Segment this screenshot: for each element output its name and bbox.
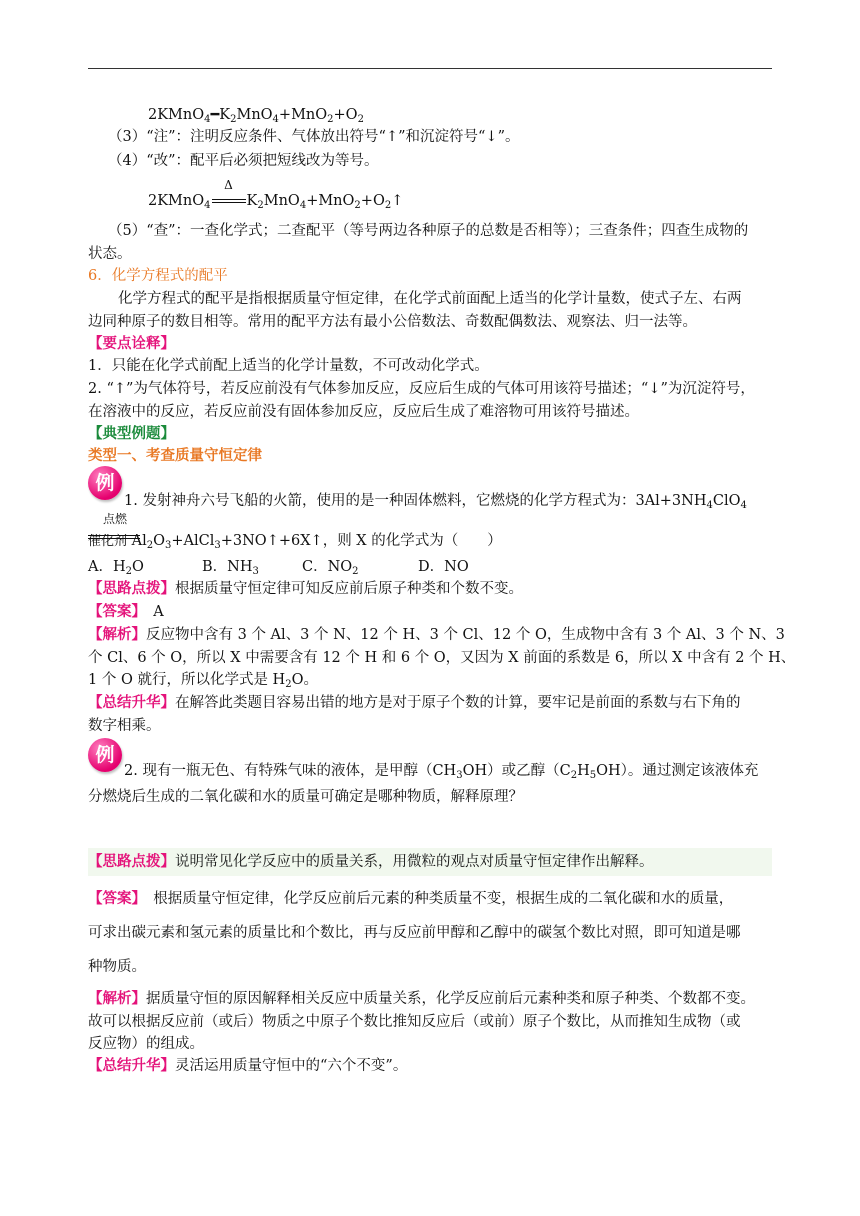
example-badge-icon: 例	[88, 738, 122, 772]
example-1-answer: 【答案】 A	[88, 603, 164, 620]
example-2-analysis-cont-2: 反应物）的组成。	[88, 1036, 204, 1052]
option-c: C．$NO_2$	[302, 559, 359, 577]
heat-symbol: Δ	[224, 178, 233, 192]
step-4-change: （4）“改”：配平后必须把短线改为等号。	[108, 153, 379, 169]
example-2-analysis-cont: 故可以根据反应前（或后）物质之中原子个数比推知反应后（或前）原子个数比，从而推知生成物（或	[88, 1014, 741, 1030]
equation-unbalanced: $2KMnO_4━K_2MnO_4+MnO_2+O_2$	[148, 107, 364, 125]
key-point-1: 1．只能在化学式前配上适当的化学计量数，不可改动化学式。	[88, 358, 489, 374]
section-6-para-2: 边同种原子的数目相等。常用的配平方法有最小公倍数法、奇数配偶数法、观察法、归一法等。	[88, 314, 697, 330]
key-point-2: 2. “↑”为气体符号，若反应前没有气体参加反应，反应后生成的气体可用该符号描述；“↓”为沉淀符号，	[88, 381, 755, 397]
example-2-question-cont: 分燃烧后生成的二氧化碳和水的质量可确定是哪种物质，解释原理？	[88, 789, 523, 805]
reaction-condition-bottom: 催化剂	[88, 534, 128, 549]
example-2-answer: 【答案】 根据质量守恒定律，化学反应前后元素的种类质量不变，根据生成的二氧化碳和水的质量，	[88, 890, 734, 907]
example-1-analysis: 【解析】反应物中含有 3 个 Al、3 个 N、12 个 H、3 个 Cl、12 个 O，生成物中含有 3 个 Al、3 个 N、3	[88, 626, 785, 643]
example-1-summary: 【总结升华】在解答此类题目容易出错的地方是对于原子个数的计算，要牢记是前面的系数与右下角的	[88, 694, 741, 711]
example-1-hint: 【思路点拨】根据质量守恒定律可知反应前后原子种类和个数不变。	[88, 580, 523, 597]
section-6-title: 6．化学方程式的配平	[88, 268, 228, 284]
step-5-check-cont: 状态。	[88, 246, 132, 262]
section-6-para-1: 化学方程式的配平是指根据质量守恒定律，在化学式前面配上适当的化学计量数，使式子左、右两	[118, 291, 742, 307]
key-point-2-cont: 在溶液中的反应，若反应前没有固体参加反应，反应后生成了难溶物可用该符号描述。	[88, 404, 639, 420]
type-1-title: 类型一、考查质量守恒定律	[88, 447, 262, 464]
example-2-question: 2. 现有一瓶无色、有特殊气味的液体，是甲醇$(CH_3OH)$或乙醇$(C_2H_5OH)$。通过测定该液体充	[124, 763, 759, 781]
key-points-heading: 【要点诠释】	[88, 335, 175, 352]
example-2-hint: 【思路点拨】说明常见化学反应中的质量关系，用微粒的观点对质量守恒定律作出解释。	[88, 853, 654, 870]
reaction-condition-top: 点燃	[102, 512, 127, 526]
option-b: B．$NH_3$	[202, 559, 259, 577]
example-2-summary: 【总结升华】灵活运用质量守恒中的“六个不变”。	[88, 1057, 408, 1074]
example-1-analysis-cont: 个 Cl、6 个 O，所以 X 中需要含有 12 个 H 和 6 个 O，又因为 X 前面的系数是 6，所以 X 中含有 2 个 H、	[88, 650, 796, 666]
example-1-question: 1. 发射神舟六号飞船的火箭，使用的是一种固体燃料，它燃烧的化学方程式为：$3Al+3NH_4ClO_4$	[124, 493, 747, 511]
header-rule	[88, 68, 772, 69]
example-2-answer-cont-2: 种物质。	[88, 959, 146, 975]
step-5-check: （5）“查”：一查化学式；二查配平（等号两边各种原子的总数是否相等）；三查条件；四查生成物的	[108, 223, 749, 239]
step-3-note: （3）“注”：注明反应条件、气体放出符号“↑”和沉淀符号“↓”。	[108, 129, 520, 145]
example-2-answer-cont: 可求出碳元素和氢元素的质量比和个数比，再与反应前甲醇和乙醇中的碳氢个数比对照，即可知道是哪	[88, 925, 741, 941]
example-1-analysis-cont-2: 1 个 O 就行，所以化学式是 $H_2O$。	[88, 672, 318, 690]
option-d: D．NO	[418, 559, 469, 575]
example-2-analysis: 【解析】据质量守恒的原因解释相关反应中质量关系，化学反应前后元素种类和原子种类、个数都不变。	[88, 990, 755, 1007]
example-1-summary-cont: 数字相乘。	[88, 718, 161, 734]
equation-balanced: 2KMnO$_4$ Δ $K_2MnO_4+MnO_2+O_2↑$	[148, 190, 403, 217]
option-a: A．$H_2O$	[88, 559, 144, 577]
example-1-question-cont: 催化剂 $Al_2O_3+AlCl_3+3NO↑+6X↑$，则 X 的化学式为（ ）	[88, 533, 502, 551]
equals-sign	[212, 199, 246, 203]
typical-examples-heading: 【典型例题】	[88, 425, 175, 442]
example-badge-icon: 例	[88, 466, 122, 500]
